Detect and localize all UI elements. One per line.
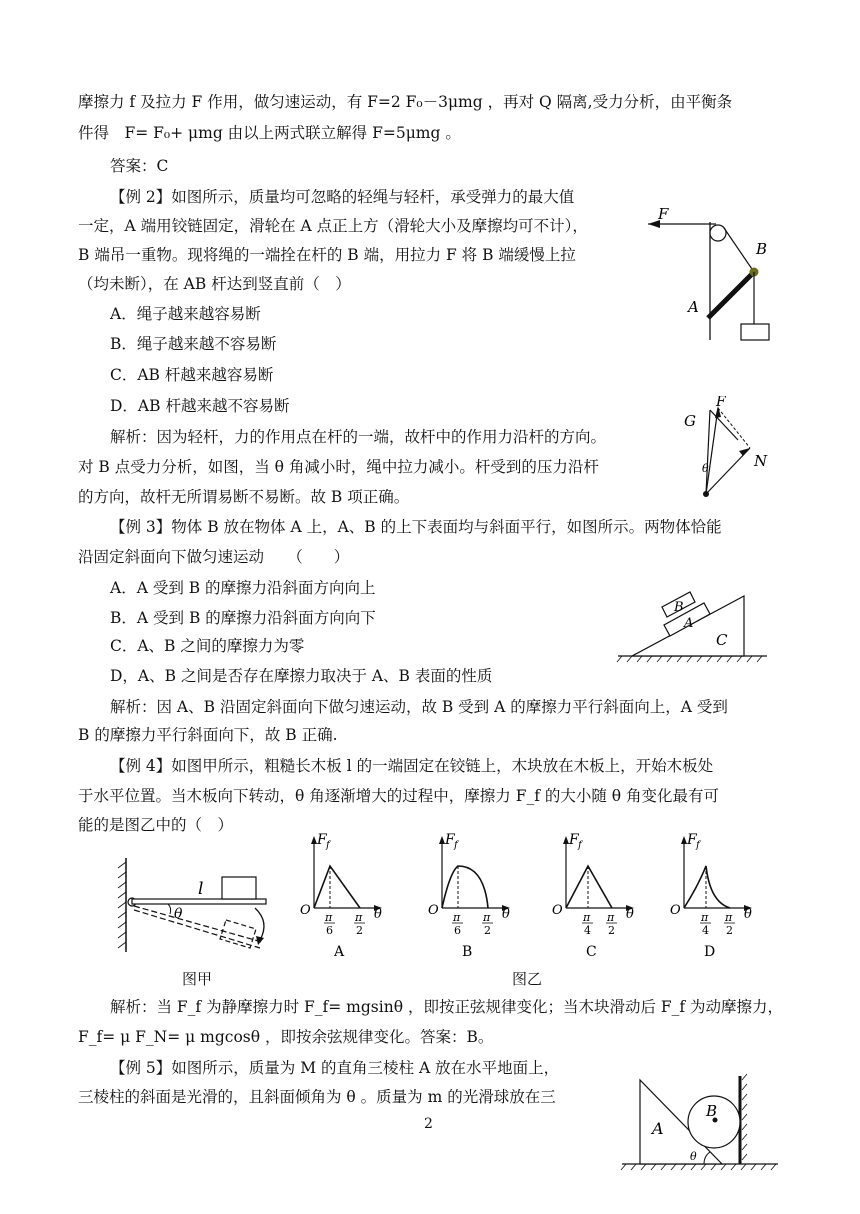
graph-tick-label: 6 bbox=[454, 924, 461, 937]
text-line: F_f= μ F_N= μ mgcosθ ，即按余弦规律变化。答案：B。 bbox=[78, 1028, 494, 1046]
graph-option-label: D bbox=[704, 944, 716, 960]
caption-jia: 图甲 bbox=[182, 970, 213, 988]
graph-tick-label: 6 bbox=[326, 924, 333, 937]
label-b: B bbox=[756, 240, 768, 258]
graph-y-label: F bbox=[687, 832, 697, 848]
incline-blocks-figure bbox=[612, 570, 772, 665]
graph-tick-label: π bbox=[453, 911, 461, 924]
text-line: 一定，A 端用铰链固定，滑轮在 A 点正上方（滑轮大小及摩擦均可不计）， bbox=[78, 217, 588, 235]
text-line: 沿固定斜面向下做匀速运动 （ ） bbox=[78, 548, 350, 566]
graph-curve bbox=[566, 866, 612, 908]
graph-tick-label: 2 bbox=[484, 924, 491, 937]
text-line: 对 B 点受力分析，如图，当 θ 角减小时，绳中拉力减小。杆受到的压力沿杆 bbox=[78, 458, 599, 476]
label-theta: θ bbox=[690, 1150, 697, 1163]
option-a: A．绳子越来越容易断 bbox=[110, 305, 261, 323]
label-a: A bbox=[652, 1119, 664, 1138]
graph-option-label: A bbox=[334, 944, 345, 960]
graph-x-label: θ bbox=[626, 907, 634, 922]
friction-graphs-figure bbox=[292, 828, 752, 963]
graph-tick-label: π bbox=[325, 911, 333, 924]
graph-curve bbox=[314, 866, 360, 908]
graph-tick-label: 2 bbox=[356, 924, 363, 937]
label-f: F bbox=[716, 396, 726, 410]
rod-pulley-figure bbox=[628, 200, 788, 345]
text-line: 件得 F= F₀+ μmg 由以上两式联立解得 F=5μmg 。 bbox=[78, 124, 461, 142]
graph-tick-label: 4 bbox=[584, 924, 591, 937]
graph-option-label: C bbox=[586, 944, 597, 960]
text-line: 三棱柱的斜面是光滑的，且斜面倾角为 θ 。质量为 m 的光滑球放在三 bbox=[78, 1088, 556, 1106]
graph-origin-label: O bbox=[670, 903, 681, 918]
example-heading: 【例 5】如图所示，质量为 M 的直角三棱柱 A 放在水平地面上， bbox=[110, 1059, 560, 1077]
analysis-line: 解析：因为轻杆，力的作用点在杆的一端，故杆中的作用力沿杆的方向。 bbox=[110, 428, 607, 446]
graph-curve bbox=[442, 866, 488, 908]
label-b: B bbox=[674, 600, 684, 615]
graph-tick-label: π bbox=[607, 911, 615, 924]
graph-tick-label: 4 bbox=[702, 924, 709, 937]
label-c: C bbox=[716, 631, 728, 649]
graph-curve bbox=[684, 866, 730, 908]
graph-option-label: B bbox=[462, 944, 473, 960]
text-line: B 的摩擦力平行斜面向下，故 B 正确. bbox=[78, 726, 338, 744]
graph-tick-label: 2 bbox=[608, 924, 615, 937]
page-number: 2 bbox=[424, 1116, 433, 1132]
graph-y-label-sub: f bbox=[696, 840, 700, 851]
graph-y-label: F bbox=[445, 832, 455, 848]
graph-y-label-sub: f bbox=[326, 840, 330, 851]
label-f: F bbox=[658, 205, 669, 223]
option-b: B．A 受到 B 的摩擦力沿斜面方向向下 bbox=[110, 609, 376, 627]
analysis-line: 解析：因 A、B 沿固定斜面向下做匀速运动，故 B 受到 A 的摩擦力平行斜面向上，A 受到 bbox=[110, 698, 728, 716]
caption-yi: 图乙 bbox=[512, 970, 543, 988]
graph-origin-label: O bbox=[428, 903, 439, 918]
graph-origin-label: O bbox=[300, 903, 311, 918]
graph-tick-label: π bbox=[355, 911, 363, 924]
example-heading: 【例 3】物体 B 放在物体 A 上，A、B 的上下表面均与斜面平行，如图所示。两物体恰能 bbox=[110, 518, 722, 536]
board-hinge-figure bbox=[110, 852, 280, 957]
graph-x-label: θ bbox=[502, 907, 510, 922]
graph-origin-label: O bbox=[552, 903, 563, 918]
text-line: 的方向，故杆无所谓易断不易断。故 B 项正确。 bbox=[78, 488, 410, 506]
graph-x-label: θ bbox=[374, 907, 382, 922]
label-theta: θ bbox=[174, 906, 183, 922]
label-a: A bbox=[684, 616, 694, 631]
option-c: C．A、B 之间的摩擦力为零 bbox=[110, 637, 305, 655]
graph-tick-label: π bbox=[725, 911, 733, 924]
option-b: B．绳子越来越不容易断 bbox=[110, 335, 277, 353]
graph-tick-label: 2 bbox=[726, 924, 733, 937]
analysis-line: 解析：当 F_f 为静摩擦力时 F_f= mgsinθ ，即按正弦规律变化；当木块滑动后 F_f 为动摩擦力， bbox=[110, 998, 784, 1016]
text-line: 于水平位置。当木板向下转动，θ 角逐渐增大的过程中，摩擦力 F_f 的大小随 θ 角变化最有可 bbox=[78, 787, 720, 805]
label-theta: θ bbox=[702, 462, 709, 475]
label-g: G bbox=[684, 412, 696, 430]
label-n: N bbox=[754, 452, 768, 470]
text-line: （均未断），在 AB 杆达到竖直前（ ） bbox=[78, 275, 351, 293]
option-d: D，A、B 之间是否存在摩擦力取决于 A、B 表面的性质 bbox=[110, 667, 493, 685]
graph-y-label-sub: f bbox=[578, 840, 582, 851]
label-a: A bbox=[688, 298, 699, 316]
answer-line: 答案：C bbox=[110, 157, 169, 175]
force-diagram bbox=[678, 396, 778, 504]
text-line: 摩擦力 f 及拉力 F 作用，做匀速运动，有 F=2 F₀－3μmg ，再对 Q 隔离,受力分析，由平衡条 bbox=[78, 93, 733, 111]
graph-y-label: F bbox=[317, 832, 327, 848]
prism-ball-figure bbox=[618, 1072, 783, 1174]
graph-tick-label: π bbox=[583, 911, 591, 924]
option-d: D．AB 杆越来越不容易断 bbox=[110, 397, 290, 415]
option-c: C．AB 杆越来越容易断 bbox=[110, 366, 274, 384]
example-heading: 【例 4】如图甲所示，粗糙长木板 l 的一端固定在铰链上，木块放在木板上，开始木板处 bbox=[110, 757, 714, 775]
graph-x-label: θ bbox=[744, 907, 752, 922]
label-l: l bbox=[198, 879, 204, 899]
example-heading: 【例 2】如图所示，质量均可忽略的轻绳与轻杆，承受弹力的最大值 bbox=[110, 188, 575, 206]
graph-tick-label: π bbox=[483, 911, 491, 924]
text-line: B 端吊一重物。现将绳的一端拴在杆的 B 端，用拉力 F 将 B 端缓慢上拉 bbox=[78, 246, 576, 264]
graph-y-label-sub: f bbox=[454, 840, 458, 851]
text-line: 能的是图乙中的（ ） bbox=[78, 816, 234, 834]
graph-tick-label: π bbox=[701, 911, 709, 924]
label-b: B bbox=[706, 1102, 718, 1120]
graph-y-label: F bbox=[569, 832, 579, 848]
option-a: A．A 受到 B 的摩擦力沿斜面方向向上 bbox=[110, 579, 376, 597]
